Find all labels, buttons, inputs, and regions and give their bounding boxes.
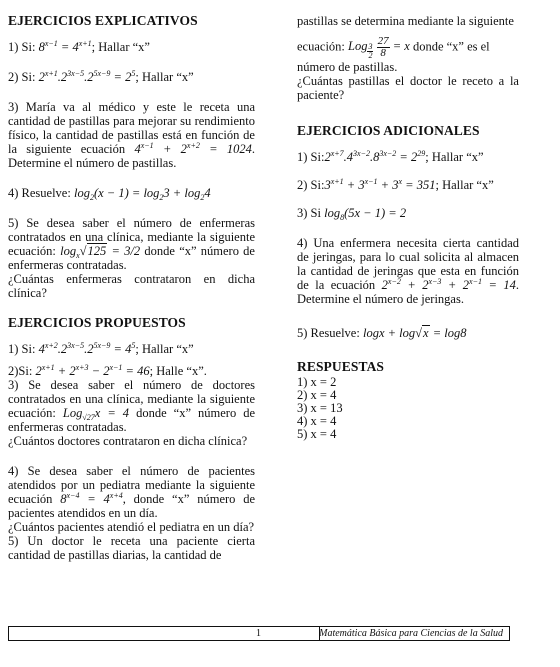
continuation-question: ¿Cuántas pastillas el doctor le receto a la paciente? <box>297 74 519 103</box>
exercise-e5: 5) Se desea saber el número de enfermeras contratados en una clínica, mediante la siguiente ecuación: $\log_x√125 = 3/2$ donde “x” número de enfermeras contratadas. <box>8 216 255 272</box>
exercise-e1: 1) Si: $8^{x-1} = 4^{x+1}$; Hallar “x” <box>8 39 150 54</box>
exercise-p1: 1) Si: $4^{x+2}.2^{3x-5}.2^{5x-9} = 4^5$; Hallar “x” <box>8 341 194 356</box>
exercise-p4: 4) Se desea saber el número de pacientes atendidos por un pediatra mediante la siguiente ecuación $8^{x-4} = 4^{x+4}$, donde “x” número de pacientes atendidos en un día. <box>8 464 256 520</box>
heading-explicativos: EJERCICIOS EXPLICATIVOS <box>8 13 198 28</box>
heading-adicionales: EJERCICIOS ADICIONALES <box>297 123 480 139</box>
answer-item: 3) x = 13 <box>297 401 343 416</box>
footer-title: Matemática Básica para Ciencias de la Salud <box>319 628 503 639</box>
exercise-p5: 5) Un doctor le receta una paciente cierta cantidad de pastillas diarias, la cantidad de <box>8 534 255 562</box>
exercise-e3: 3) María va al médico y este le receta una cantidad de pastillas para mejorar su rendimiento físico, la cantidad de pastillas está en función de la siguiente ecuación $4^{x-1} + 2^{x+2} = 1024$. Determine el número de pastillas. <box>8 100 256 170</box>
exercise-p3: 3) Se desea saber el número de doctores contratados en una clínica, mediante la siguiente ecuación: Log$_{√27}$x = 4 donde “x” número de enfermeras contratadas. <box>8 378 256 434</box>
exercise-a4: 4) Una enfermera necesita cierta cantidad de jeringas, para lo cual solicita al almacen la cantidad de jeringas que esta en función de la ecuación $2^{x-2} + 2^{x-3} + 2^{x-1} = 14$. Determine el número de jeringas. <box>297 236 519 307</box>
exercise-e2: 2) Si: $2^{x+1}.2^{3x-5}.2^{5x-9} = 2^5$; Hallar “x” <box>8 69 194 84</box>
heading-respuestas: RESPUESTAS <box>297 359 385 375</box>
exercise-a5: 5) Resuelve: logx + log√x = log8 <box>297 326 467 341</box>
exercise-p4-question: ¿Cuántos pacientes atendió el pediatra en un día? <box>8 520 255 534</box>
continuation-equation: ecuación: Log $_{\frac{3}{2}}$ $\frac{27}{8}$ = x donde “x” es el <box>297 35 490 61</box>
answer-item: 5) x = 4 <box>297 427 337 442</box>
exercise-a3: 3) Si $\log_8(5x - 1) = 2$ <box>297 206 407 223</box>
answer-item: 2) x = 4 <box>297 388 337 403</box>
exercise-e5-question: ¿Cuántas enfermeras contrataron en dicha clínica? <box>8 272 255 300</box>
exercise-p2: 2)Si: $2^{x+1} + 2^{x+3} - 2^{x-1} = 46$; Halle “x”. <box>8 363 207 378</box>
exercise-p3-question: ¿Cuántos doctores contrataron en dicha clínica? <box>8 434 248 448</box>
left-column <box>8 14 255 562</box>
answer-item: 4) x = 4 <box>297 414 337 429</box>
exercise-a2: 2) $Si:3^{x+1} + 3^{x-1} + 3^x = 351$; Hallar “x” <box>297 177 494 193</box>
answer-item: 1) x = 2 <box>297 375 337 390</box>
exercise-a1: 1) $Si:2^{x+7}.4^{3x-2}.8^{3x-2} = 2^{29}$; Hallar “x” <box>297 149 484 165</box>
page-number: 1 <box>256 628 261 639</box>
page-footer <box>8 626 510 641</box>
right-column <box>297 14 519 441</box>
exercise-e4: 4) Resuelve: $\log_2(x - 1) = \log_23 + \log_24$ <box>8 186 211 202</box>
continuation-line-1: pastillas se determina mediante la siguiente <box>297 14 514 28</box>
continuation-line-3: número de pastillas. <box>297 60 398 75</box>
heading-propuestos: EJERCICIOS PROPUESTOS <box>8 315 186 330</box>
